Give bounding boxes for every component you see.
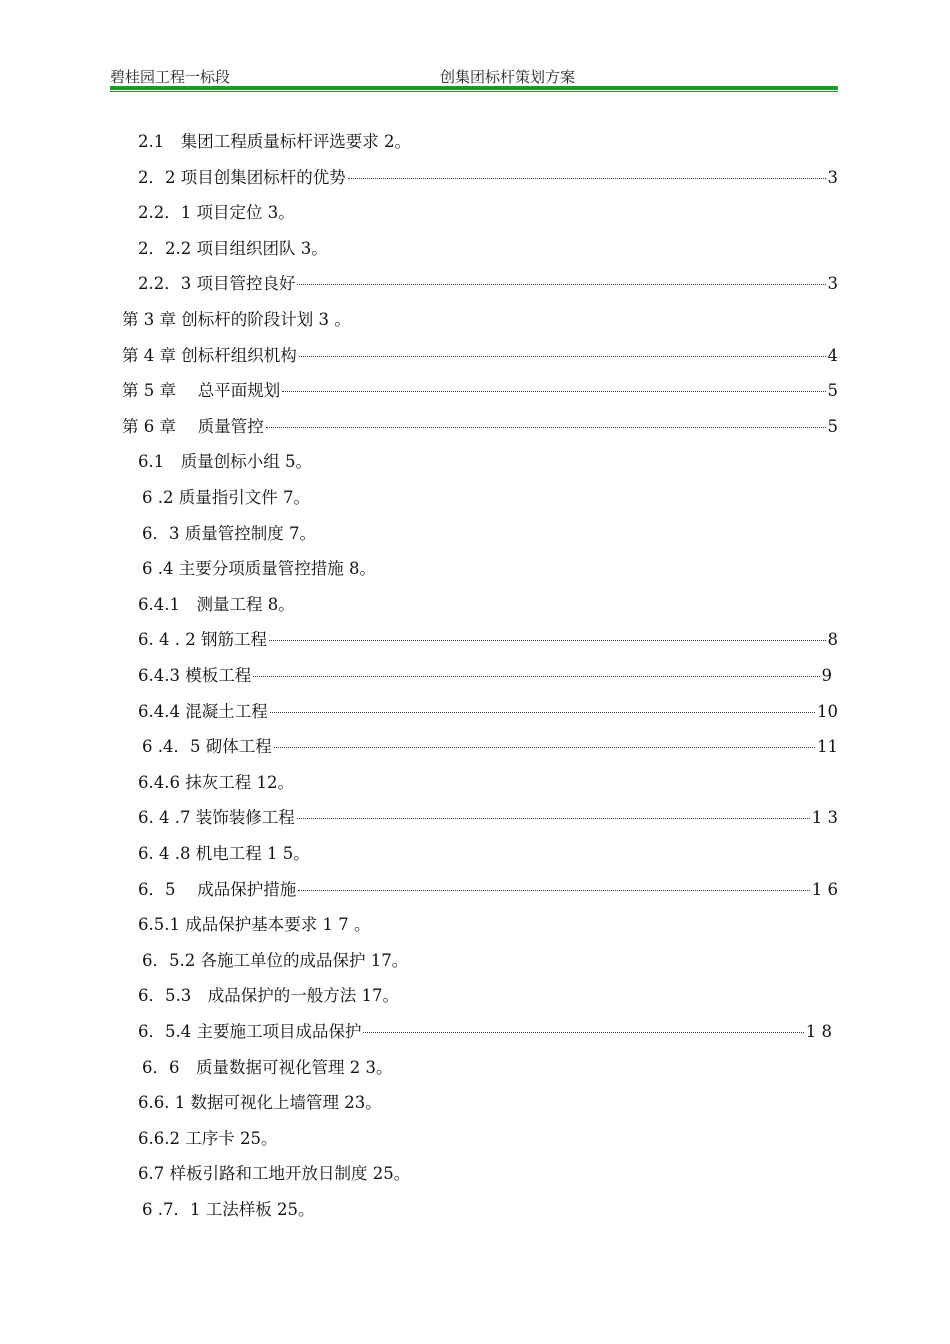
toc-entry-title: 6．5.2 各施工单位的成品保护 17。	[142, 950, 409, 970]
toc-page-number: 8	[827, 630, 838, 650]
toc-entry-title: 6. 4 . 2 钢筋工程	[138, 630, 267, 650]
toc-entry[interactable]	[138, 448, 312, 476]
toc-page-number: 4	[827, 345, 838, 365]
toc-entry-title: 2．2.2 项目组织团队 3。	[138, 238, 328, 258]
toc-entry-title: 2.2．3 项目管控良好	[138, 274, 296, 294]
toc-page-number: 3	[827, 167, 838, 187]
header-rule-thick	[110, 86, 838, 90]
toc-entry[interactable]	[138, 769, 294, 797]
toc-dot-leader	[282, 391, 825, 392]
toc-page-number: 1 3	[811, 808, 838, 828]
toc-entry[interactable]	[122, 306, 351, 334]
toc-entry-title: 2.2．1 项目定位 3。	[138, 203, 295, 223]
toc-dot-leader	[253, 676, 819, 677]
toc-entry-title: 6．5.4 主要施工项目成品保护	[138, 1022, 362, 1041]
toc-entry[interactable]	[122, 342, 838, 370]
toc-entry[interactable]	[142, 1196, 314, 1224]
toc-entry[interactable]	[142, 484, 310, 512]
toc-entry[interactable]	[122, 413, 838, 441]
toc-entry[interactable]	[142, 1054, 392, 1082]
toc-page-number: 10	[817, 701, 838, 721]
toc-entry-title: 6 .4 主要分项质量管控措施 8。	[142, 559, 376, 579]
toc-entry[interactable]	[142, 555, 376, 583]
toc-entry-title: 6.4.1 测量工程 8。	[138, 594, 295, 614]
toc-dot-leader	[297, 284, 825, 285]
toc-entry-title: 2．2 项目创集团标杆的优势	[138, 167, 346, 187]
toc-entry-title: 6.4.4 混凝土工程	[138, 701, 268, 721]
toc-entry-title: 2.1 集团工程质量标杆评选要求 2。	[138, 132, 411, 151]
toc-page-number: 11	[817, 737, 838, 757]
toc-dot-leader	[270, 712, 815, 713]
toc-entry-title: 第 5 章 总平面规划	[122, 381, 281, 401]
toc-entry[interactable]	[142, 947, 408, 975]
toc-entry-title: 6 .2 质量指引文件 7。	[142, 488, 310, 507]
toc-entry[interactable]	[138, 626, 838, 654]
toc-page-number: 5	[827, 381, 838, 401]
toc-entry[interactable]	[138, 1089, 382, 1117]
toc-entry-title: 6.7 样板引路和工地开放日制度 25。	[138, 1164, 411, 1184]
toc-entry[interactable]	[138, 199, 295, 227]
toc-entry[interactable]	[138, 804, 838, 832]
toc-dot-leader	[298, 890, 810, 891]
toc-entry[interactable]	[142, 733, 838, 761]
toc-entry-title: 第 4 章 创标杆组织机构	[122, 345, 297, 365]
toc-page-number: 1 8	[805, 1022, 832, 1041]
toc-entry[interactable]	[138, 164, 838, 192]
toc-entry[interactable]	[138, 1160, 410, 1188]
toc-entry-title: 6.1 质量创标小组 5。	[138, 452, 312, 472]
toc-entry[interactable]	[138, 840, 310, 868]
toc-entry-title: 6. 4 .7 装饰装修工程	[138, 808, 295, 828]
toc-entry-title: 6 .7．1 工法样板 25。	[142, 1200, 315, 1219]
toc-page-number: 1 6	[811, 879, 838, 899]
toc-entry[interactable]	[138, 591, 295, 619]
toc-entry[interactable]	[138, 1018, 832, 1046]
toc-entry-title: 6. 4 .8 机电工程 1 5。	[138, 844, 310, 863]
toc-entry-title: 6 .4．5 砌体工程	[142, 737, 272, 757]
toc-dot-leader	[297, 818, 810, 819]
toc-entry-title: 6．5 成品保护措施	[138, 879, 297, 899]
toc-dot-leader	[299, 356, 826, 357]
toc-entry-title: 第 3 章 创标杆的阶段计划 3 。	[122, 310, 351, 329]
toc-entry-title: 第 6 章 质量管控	[122, 416, 264, 436]
toc-entry[interactable]	[142, 520, 316, 548]
toc-entry[interactable]	[138, 698, 838, 726]
toc-entry-title: 6.6.2 工序卡 25。	[138, 1128, 278, 1148]
toc-entry[interactable]	[138, 235, 328, 263]
toc-page-number: 3	[827, 274, 838, 294]
toc-entry-title: 6.4.3 模板工程	[138, 666, 252, 685]
toc-dot-leader	[269, 640, 826, 641]
toc-entry[interactable]	[138, 876, 838, 904]
toc-entry-title: 6.4.6 抹灰工程 12。	[138, 772, 294, 792]
header-document-title: 创集团标杆策划方案	[440, 68, 576, 86]
toc-entry[interactable]	[122, 377, 838, 405]
toc-dot-leader	[274, 747, 815, 748]
toc-dot-leader	[348, 178, 826, 179]
toc-entry-title: 6．6 质量数据可视化管理 2 3。	[142, 1057, 393, 1077]
header-project-name: 碧桂园工程一标段	[110, 68, 231, 86]
header-rule-thin	[110, 91, 838, 92]
toc-dot-leader	[266, 427, 826, 428]
toc-entry[interactable]	[138, 128, 411, 156]
toc-entry-title: 6．3 质量管控制度 7。	[142, 523, 316, 543]
toc-entry[interactable]	[138, 982, 399, 1010]
toc-entry-title: 6．5.3 成品保护的一般方法 17。	[138, 986, 399, 1006]
toc-dot-leader	[363, 1032, 803, 1033]
toc-entry-title: 6.6. 1 数据可视化上墙管理 23。	[138, 1093, 382, 1113]
toc-entry-title: 6.5.1 成品保护基本要求 1 7 。	[138, 915, 371, 935]
toc-entry[interactable]	[138, 911, 370, 939]
toc-entry[interactable]	[138, 270, 838, 298]
toc-page-number: 9	[821, 666, 832, 685]
toc-page-number: 5	[827, 416, 838, 436]
toc-entry[interactable]	[138, 1125, 277, 1153]
toc-entry[interactable]	[138, 662, 832, 690]
